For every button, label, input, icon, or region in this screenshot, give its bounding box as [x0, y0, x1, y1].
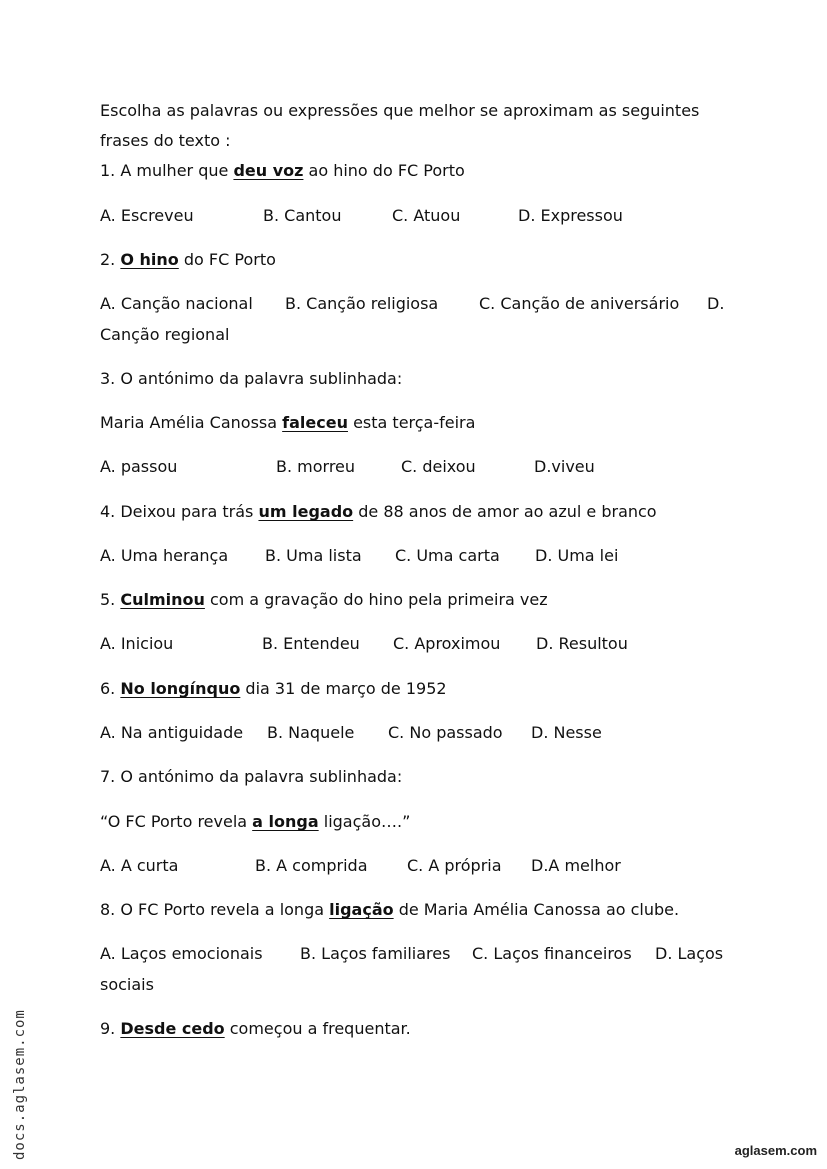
option-a: A. Iniciou [100, 634, 174, 653]
underlined-term: um legado [258, 502, 354, 521]
option-a: A. Na antiguidade [100, 723, 244, 742]
instructions-line-1: Escolha as palavras ou expressões que melhor se aproximam as seguintes [100, 101, 700, 120]
option-b: B. Entendeu [262, 634, 360, 653]
question-2-options-continued: Canção regional [100, 325, 230, 344]
question-3-sentence: Maria Amélia Canossa faleceu esta terça-feira [100, 413, 476, 432]
underlined-term: faleceu [282, 413, 348, 432]
question-2-options [100, 294, 727, 314]
question-4-options [100, 546, 727, 566]
underlined-term: ligação [329, 900, 394, 919]
question-5-options [100, 634, 727, 654]
question-8-options-continued: sociais [100, 975, 154, 994]
option-b: B. Cantou [263, 206, 342, 225]
question-1-options [100, 206, 727, 226]
option-d: D. Expressou [518, 206, 623, 225]
question-9: 9. Desde cedo começou a frequentar. [100, 1019, 411, 1038]
option-b: B. morreu [276, 457, 356, 476]
question-5: 5. Culminou com a gravação do hino pela primeira vez [100, 590, 548, 609]
question-3-options [100, 457, 727, 477]
option-a: A. Uma herança [100, 546, 229, 565]
question-6: 6. No longínquo dia 31 de março de 1952 [100, 679, 447, 698]
question-8-options [100, 944, 727, 964]
option-c: C. No passado [388, 723, 503, 742]
question-1: 1. A mulher que deu voz ao hino do FC Porto [100, 161, 465, 180]
option-b: B. Laços familiares [300, 944, 451, 963]
option-c: C. Canção de aniversário [479, 294, 680, 313]
option-b: B. A comprida [255, 856, 368, 875]
option-d: D.A melhor [531, 856, 621, 875]
underlined-term: Culminou [120, 590, 205, 609]
option-c: C. deixou [401, 457, 476, 476]
option-b: B. Canção religiosa [285, 294, 439, 313]
question-7-options [100, 856, 727, 876]
underlined-term: a longa [252, 812, 319, 831]
question-7-sentence: “O FC Porto revela a longa ligação….” [100, 812, 411, 831]
option-a: A. Canção nacional [100, 294, 253, 313]
question-4: 4. Deixou para trás um legado de 88 anos de amor ao azul e branco [100, 502, 657, 521]
option-c: C. Aproximou [393, 634, 501, 653]
option-c: C. A própria [407, 856, 502, 875]
option-d: D. Uma lei [535, 546, 619, 565]
option-d: D. Resultou [536, 634, 628, 653]
underlined-term: No longínquo [120, 679, 241, 698]
underlined-term: deu voz [233, 161, 304, 180]
option-a: A. Escreveu [100, 206, 194, 225]
option-a: A. A curta [100, 856, 179, 875]
option-a: A. Laços emocionais [100, 944, 263, 963]
side-watermark: docs.aglasem.com [12, 1009, 28, 1160]
option-b: B. Uma lista [265, 546, 362, 565]
option-c: C. Uma carta [395, 546, 500, 565]
question-8: 8. O FC Porto revela a longa ligação de Maria Amélia Canossa ao clube. [100, 900, 680, 919]
option-c: C. Laços financeiros [472, 944, 632, 963]
underlined-term: O hino [120, 250, 179, 269]
underlined-term: Desde cedo [120, 1019, 225, 1038]
corner-watermark: aglasem.com [734, 1143, 817, 1158]
instructions-line-2: frases do texto : [100, 131, 231, 150]
question-6-options [100, 723, 727, 743]
question-7: 7. O antónimo da palavra sublinhada: [100, 767, 403, 786]
option-d: D. Laços [655, 944, 724, 963]
option-c: C. Atuou [392, 206, 461, 225]
option-d: D. [707, 294, 725, 313]
option-d: D.viveu [534, 457, 595, 476]
question-2: 2. O hino do FC Porto [100, 250, 276, 269]
option-d: D. Nesse [531, 723, 602, 742]
question-3: 3. O antónimo da palavra sublinhada: [100, 369, 403, 388]
option-a: A. passou [100, 457, 178, 476]
option-b: B. Naquele [267, 723, 355, 742]
